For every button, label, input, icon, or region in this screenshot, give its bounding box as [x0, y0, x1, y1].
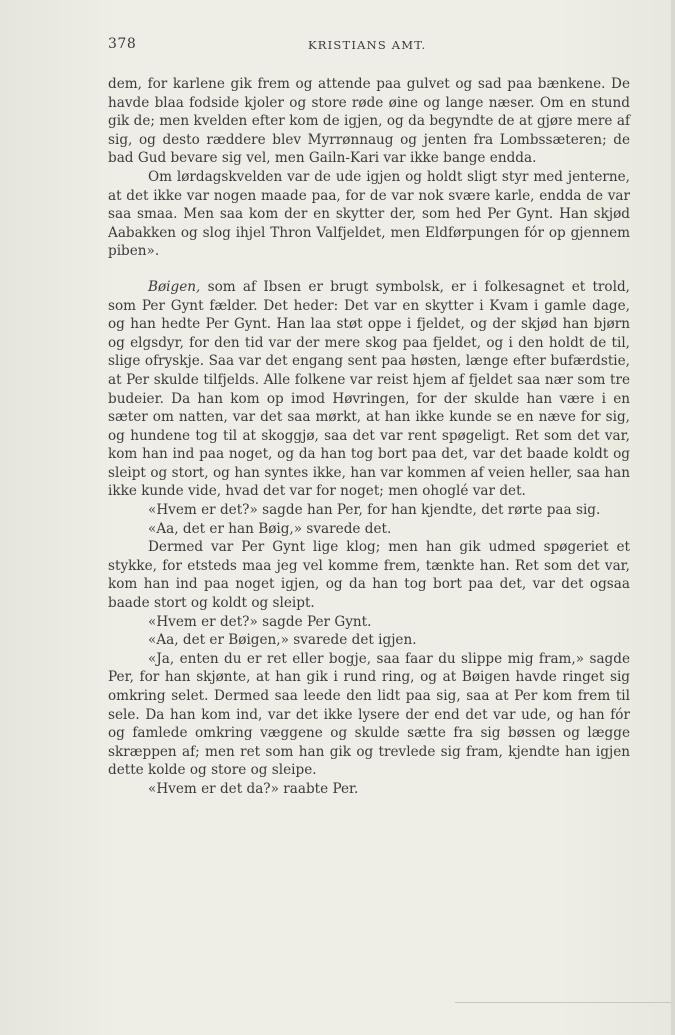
page-header — [108, 36, 628, 56]
paragraph-1: dem, for karlene gik frem og attende paa gulvet og sad paa bænkene. De havde blaa fodside kjoler og store røde øine og lange næser. Om en stund gik de; men kvelden efter kom de igjen, og da begyndte de at gjøre mere af sig, og desto ræddere blev Myrrønnaug og jenten fra Lombssæteren; de bad Gud bevare sig vel, men Gailn-Kari var ikke bange endda. — [108, 76, 630, 167]
paragraph-8: «Aa, det er Bøigen,» svarede det igjen. — [148, 632, 417, 649]
page-right-edge — [671, 0, 675, 1035]
body-text — [108, 75, 630, 799]
paragraph-3-lead: Bøigen, — [148, 278, 201, 295]
paragraph-2: Om lørdagskvelden var de ude igjen og holdt sligt styr med jenterne, at det ikke var nogen maade paa, for de var nok svære karle, endda de var saa smaa. Men saa kom der en skytter der, som hed Per Gynt. Han skjød Aabakken og slog ihjel Thron Valfjeldet, men Eldførpungen fór op gjennem piben». — [108, 168, 630, 260]
page-number: 378 — [108, 36, 137, 52]
paragraph-3 — [108, 278, 630, 501]
paragraph-9: «Ja, enten du er ret eller bogje, saa faar du slippe mig fram,» sagde Per, for han skjønte, at han gik i rund ring, og at Bøigen havde ringet sig omkring selet. Dermed saa leede den lidt paa sig, saa at Per kom frem til sele. Da han kom ind, var det ikke lysere der end det var ude, og han fór og famlede omkring væggene og skulde sætte fra sig bøssen og lægge skræppen af; men ret som han gik og trevlede sig fram, kjendte han igjen dette kolde og store og sleipe. — [108, 650, 630, 779]
running-head: KRISTIANS AMT. — [308, 38, 427, 52]
paragraph-5: «Aa, det er han Bøig,» svarede det. — [148, 520, 392, 537]
paragraph-10: «Hvem er det da?» raabte Per. — [148, 780, 359, 797]
paragraph-4: «Hvem er det?» sagde han Per, for han kjendte, det rørte paa sig. — [148, 502, 601, 519]
section-break — [108, 261, 630, 278]
paragraph-3-text: som af Ibsen er brugt symbolsk, er i folkesagnet et trold, som Per Gynt fælder. Det heder: Det var en skytter i Kvam i gamle dage, og han hedte Per Gynt. Han laa støt oppe i fjeldet, og der skjød han bjørn og elgsdyr, for den tid var der mere skog paa fjeldet, og i den holdt de til, slige ofryskje. Saa var det engang sent paa høsten, længe efter bufærdstie, at Per skulde tilfjelds. Alle folkene var reist hjem af fjeldet saa nær som tre budeier. Da han kom op imod Høvringen, for der skulde han være i en sæter om natten, var det saa mørkt, at han ikke kunde se en næve for sig, og hundene tog til at skoggjø, saa det var rent spøgeligt. Ret som det var, kom han ind paa noget, og da han tog bort paa det, var det baade koldt og sleipt og stort, og han syntes ikke, han var kommen af veien heller, saa han ikke kunde vide, hvad det var for noget; men ohoglé var det. — [108, 278, 630, 500]
paragraph-6: Dermed var Per Gynt lige klog; men han gik udmed spøgeriet et stykke, for etsteds maa jeg vel komme frem, tænkte han. Ret som det var, kom han ind paa noget igjen, og da han tog bort paa det, var det ogsaa baade stort og koldt og sleipt. — [108, 539, 630, 612]
page-edge-line — [455, 1002, 675, 1007]
paragraph-7: «Hvem er det?» sagde Per Gynt. — [148, 613, 372, 630]
